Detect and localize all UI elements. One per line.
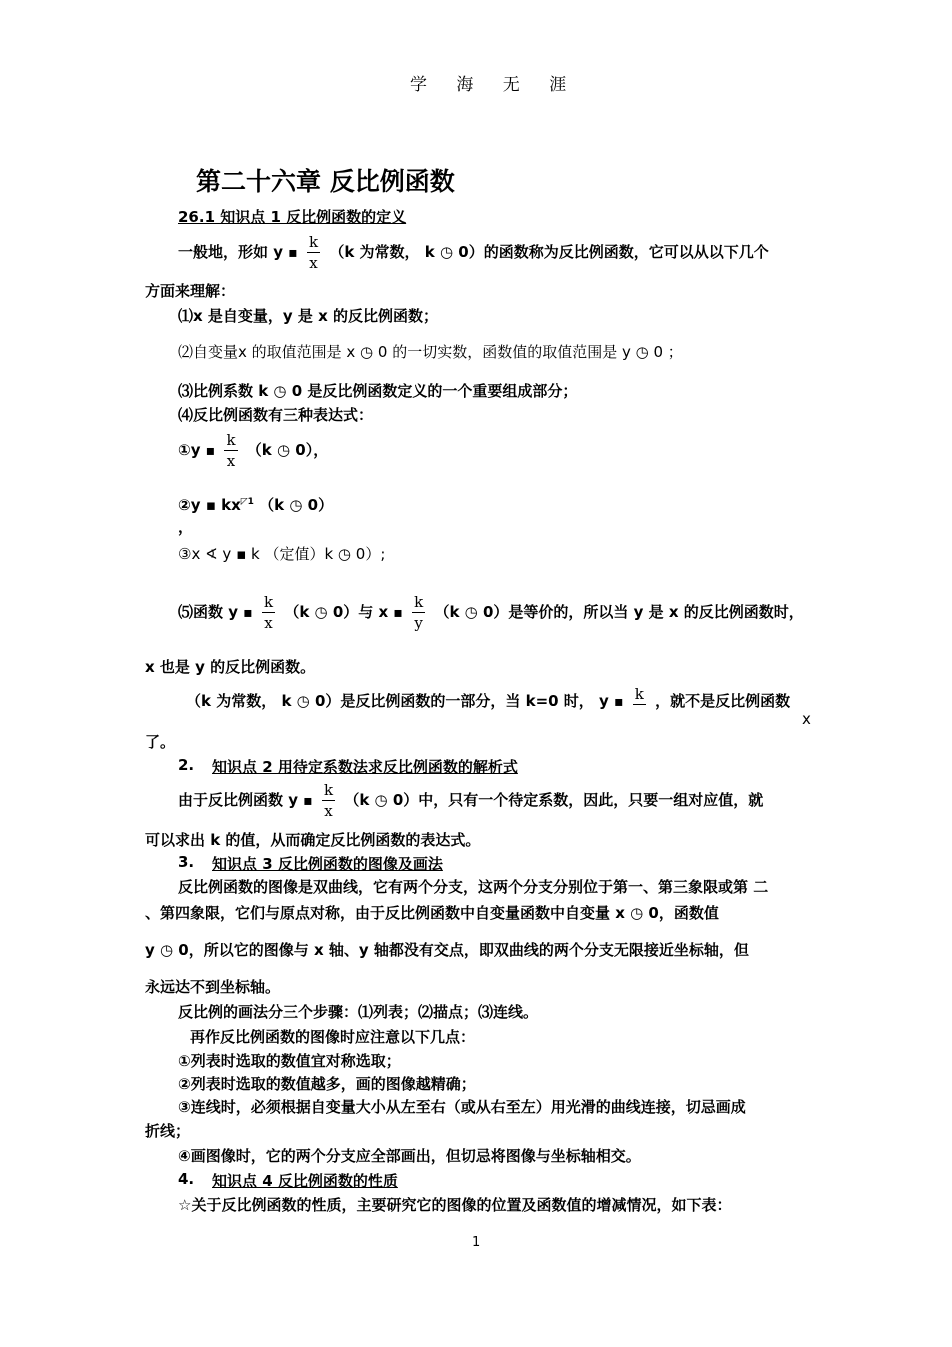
definition-text-a: 一般地，形如 y <box>178 243 284 261</box>
fraction-numerator: k <box>226 431 236 449</box>
equals-symbol: ▪ <box>243 605 253 621</box>
fraction-denominator: x <box>264 614 273 632</box>
fraction-denominator: y <box>414 614 423 632</box>
fraction-numerator: k <box>263 593 274 611</box>
item-5-text-c: （k ◷ 0）是等价的，所以当 y 是 x 的反比例函数时， <box>434 603 804 621</box>
section-2-text-b: （k ◷ 0）中，只有一个待定系数，因此，只要一组对应值，就 <box>344 791 764 809</box>
item-5-text-a: ⑸函数 y <box>178 603 239 621</box>
section-4-heading: 知识点 4 反比例函数的性质 <box>212 1172 398 1190</box>
drawing-note-2: ②列表时选取的数值越多，画的图像越精确； <box>178 1075 476 1093</box>
item-5-line-2: x 也是 y 的反比例函数。 <box>145 658 316 676</box>
section-1-heading: 26.1 知识点 1 反比例函数的定义 <box>178 208 407 226</box>
section-3-line-2: 、第四象限，它们与原点对称，由于反比例函数中自变量函数中自变量 x ◷ 0，函数值 <box>145 904 719 922</box>
item-5 <box>178 592 804 633</box>
item-3: ⑶比例系数 k ◷ 0 是反比例函数定义的一个重要组成部分； <box>178 382 578 400</box>
drawing-steps: 反比例的画法分三个步骤：⑴列表；⑵描点；⑶连线。 <box>178 1003 539 1021</box>
formula-2-comma: ， <box>178 518 194 536</box>
fraction-numerator: k <box>323 781 334 799</box>
item-5-text-b: （k ◷ 0）与 x <box>284 603 389 621</box>
formula-2-condition: （k ◷ 0） <box>259 496 334 514</box>
drawing-note-3: ③连线时，必须根据自变量大小从左至右（或从右至左）用光滑的曲线连接，切忌画成 <box>178 1098 746 1116</box>
section-3-line-1: 反比例函数的图像是双曲线，它有两个分支，这两个分支分别位于第一、第三象限或第 二 <box>178 878 769 896</box>
formula-2 <box>178 494 333 515</box>
fraction-denominator: x <box>226 452 236 470</box>
formula-1 <box>178 430 328 471</box>
formula-2-expr: ②y ▪ kx <box>178 496 241 514</box>
item-4: ⑷反比例函数有三种表达式： <box>178 406 374 424</box>
definition-line-2: 方面来理解： <box>145 282 236 300</box>
page-header: 学 海 无 涯 <box>410 75 579 95</box>
section-3-line-3: y ◷ 0，所以它的图像与 x 轴、y 轴都没有交点，即双曲线的两个分支无限接近坐标轴，但 <box>145 941 749 959</box>
fraction-k-over-y <box>412 592 425 633</box>
section-3-line-4: 永远达不到坐标轴。 <box>145 978 281 996</box>
equals-symbol: ▪ <box>393 605 403 621</box>
section-2-line-2: 可以求出 k 的值，从而确定反比例函数的表达式。 <box>145 831 481 849</box>
fraction-denominator: x <box>309 254 318 272</box>
section-2-text-a: 由于反比例函数 y <box>178 791 299 809</box>
section-4-number: 4. <box>178 1170 195 1188</box>
fraction-numerator: k <box>308 233 319 251</box>
equals-symbol: ▪ <box>614 694 624 710</box>
fraction-k-partial <box>633 684 646 705</box>
note-line <box>186 685 791 711</box>
formula-1-condition: （k ◷ 0）， <box>246 441 329 459</box>
definition-text-c: k ◷ 0）的函数称为反比例函数，它可以从以下几个 <box>424 243 769 261</box>
section-3-heading: 知识点 3 反比例函数的图像及画法 <box>212 855 443 873</box>
equals-symbol: ▪ <box>205 443 216 459</box>
drawing-note-4: ④画图像时，它的两个分支应全部画出，但切忌将图像与坐标轴相交。 <box>178 1147 641 1165</box>
fraction-k-over-x <box>322 780 335 821</box>
definition-line <box>178 232 769 273</box>
section-4-line-1: ☆关于反比例函数的性质，主要研究它的图像的位置及函数值的增减情况，如下表： <box>178 1196 732 1214</box>
fraction-numerator: k <box>414 593 424 611</box>
fraction-numerator: k <box>634 685 644 703</box>
note-text-c: y <box>599 692 609 710</box>
equals-symbol: ▪ <box>288 245 298 261</box>
formula-3: ③x ∢ y ▪ k （定值）k ◷ 0）; <box>178 545 386 563</box>
definition-text-b: （k 为常数， <box>329 243 420 261</box>
note-end: 了。 <box>145 733 176 751</box>
formula-1-lhs: ①y <box>178 441 201 459</box>
chapter-title: 第二十六章 反比例函数 <box>196 167 455 196</box>
fraction-denominator: x <box>324 802 333 820</box>
item-1: ⑴x 是自变量，y 是 x 的反比例函数； <box>178 307 439 325</box>
section-3-number: 3. <box>178 853 195 871</box>
drawing-note-3-cont: 折线； <box>145 1122 191 1140</box>
equals-symbol: ▪ <box>303 793 313 809</box>
section-2-heading: 知识点 2 用待定系数法求反比例函数的解析式 <box>212 758 518 776</box>
section-2-line-1 <box>178 780 763 821</box>
note-text-a: （k 为常数， <box>186 692 277 710</box>
drawing-notes-intro: 再作反比例函数的图像时应注意以下几点： <box>190 1028 476 1046</box>
page-number: 1 <box>472 1235 481 1250</box>
fraction-k-over-x <box>262 592 275 633</box>
fraction-k-over-x <box>224 430 237 471</box>
exponent-minus-one: ◸1 <box>240 497 254 507</box>
note-text-d: ，就不是反比例函数 <box>655 692 791 710</box>
fraction-k-over-x <box>307 232 320 273</box>
note-text-b: k ◷ 0）是反比例函数的一部分，当 k=0 时， <box>281 692 594 710</box>
drawing-note-1: ①列表时选取的数值宜对称选取； <box>178 1052 401 1070</box>
section-2-number: 2. <box>178 756 195 774</box>
item-2: ⑵自变量x 的取值范围是 x ◷ 0 的一切实数，函数值的取值范围是 y ◷ 0 ； <box>178 343 683 361</box>
note-x: x <box>802 710 811 728</box>
